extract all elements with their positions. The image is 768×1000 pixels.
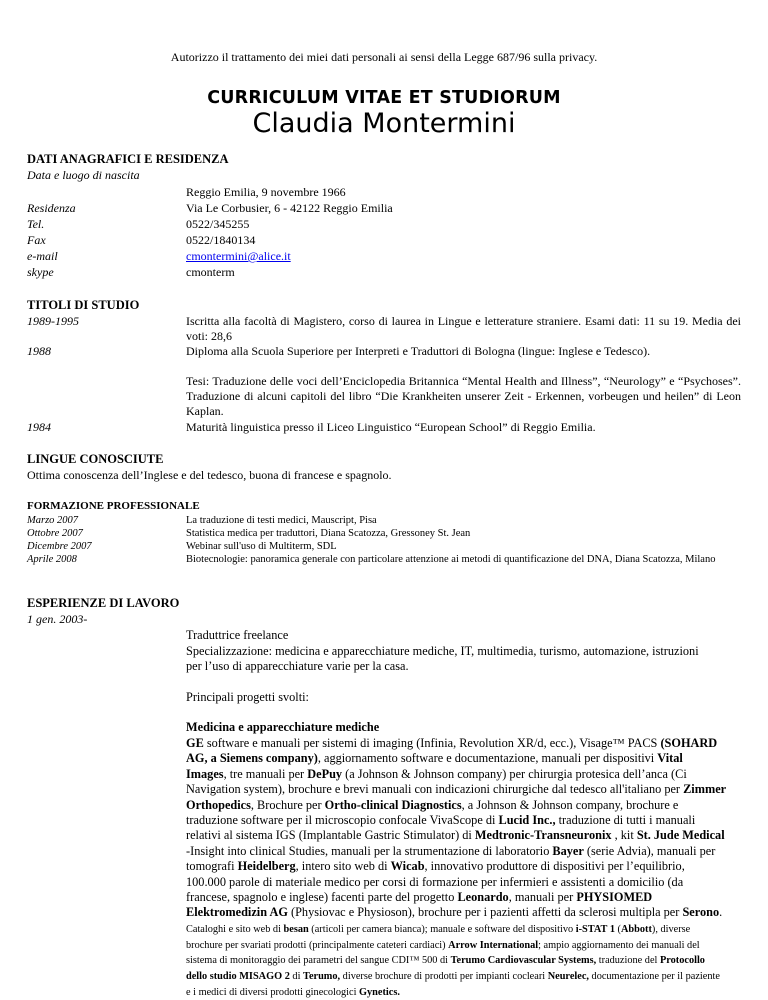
training-date-3: Dicembre 2007	[27, 541, 92, 552]
email-link[interactable]: cmontermini@alice.it	[186, 249, 291, 263]
fax-label: Fax	[27, 233, 46, 247]
training-date-4: Aprile 2008	[27, 554, 77, 565]
residence-value: Via Le Corbusier, 6 - 42122 Reggio Emilia	[186, 201, 393, 215]
study-text-1: Iscritta alla facoltà di Magistero, corso di laurea in Lingue e letterature straniere. Esami dati: 11 su 19. Media dei voti: 28,6	[186, 314, 741, 343]
section-heading-lingue: LINGUE CONOSCIUTE	[27, 452, 164, 466]
section-heading-anagrafici: DATI ANAGRAFICI E RESIDENZA	[27, 152, 229, 166]
study-thesis: Tesi: Traduzione delle voci dell’Enciclopedia Britannica “Mental Health and Illness”, “Neurology” e “Psychoses”. Traduzione di alcuni capitoli del libro “Die Krankheiten unserer Zeit - Erkennen, vorbeugen und heilen” di Leon Kaplan.	[186, 374, 741, 418]
fax-value: 0522/1840134	[186, 233, 256, 247]
skype-value: cmonterm	[186, 265, 235, 279]
study-date-1: 1989-1995	[27, 314, 79, 328]
email-label: e-mail	[27, 249, 58, 263]
document-title: CURRICULUM VITAE ET STUDIORUM	[207, 88, 561, 108]
section-heading-studio: TITOLI DI STUDIO	[27, 298, 140, 312]
medicine-heading: Medicina e apparecchiature mediche	[186, 720, 380, 734]
tel-label: Tel.	[27, 217, 45, 231]
study-date-2: 1988	[27, 344, 51, 358]
training-text-2: Statistica medica per traduttori, Diana Scatozza, Gressoney St. Jean	[186, 528, 471, 539]
training-date-1: Marzo 2007	[27, 515, 79, 526]
work-date: 1 gen. 2003-	[27, 612, 88, 626]
training-text-3: Webinar sull'uso di Multiterm, SDL	[186, 541, 337, 552]
medicine-projects-paragraph: GE software e manuali per sistemi di imaging (Infinia, Revolution XR/d, ecc.), Visage™ PACS (SOHARD AG, a Siemens company), aggiornamento software e documentazione, manuali per dispositivi Vital Images, tre manuali per DePuy (a Johnson & Johnson company) per chirurgia protesica dell’anca (Ci Navigation system), brochure e brevi manuali con indicazioni chirurgiche dal tedesco all'italiano per Zimmer Orthopedics, Brochure per Ortho-clinical Diagnostics, a Johnson & Johnson company, brochure e traduzione software per il microscopio confocale VivaScope di Lucid Inc., traduzione di tutti i manuali relativi al sistema IGS (Implantable Gastric Stimulator) di Medtronic-Transneuronix , kit St. Jude Medical -Insight into clinical Studies, manuali per la strumentazione di laboratorio Bayer (serie Advia), manuali per tomografi Heidelberg, intero sito web di Wicab, innovativo produttore di dispositivi per l’equilibrio, 100.000 parole di materiale medico per corsi di formazione per infermieri e assistenti a domicilio (da francese, spagnolo e inglese) facenti parte del progetto Leonardo, manuali per PHYSIOMED Elektromedizin AG (Physiovac e Physioson), brochure per i pazienti affetti da sclerosi multipla per Serono. Cataloghi e sito web di besan (articoli per camera bianca); manuale e software del dispositivo i-STAT 1 (Abbott), diverse brochure per svariati prodotti (principalmente cateteri cardiaci) Arrow International; ampio aggiornamento dei manuali del sistema di monitoraggio dei parametri del sangue CDI™ 500 di Terumo Cardiovascular Systems, traduzione del Protocollo dello studio MISAGO 2 di Terumo, diverse brochure di prodotti per impianti cocleari Neurelec, documentazione per il paziente e i medici di diversi prodotti ginecologici Gynetics.	[186, 736, 726, 999]
study-date-3: 1984	[27, 420, 51, 434]
birth-label: Data e luogo di nascita	[27, 168, 140, 182]
section-heading-esperienze: ESPERIENZE DI LAVORO	[27, 596, 180, 610]
work-role: Traduttrice freelance	[186, 628, 289, 642]
work-projects-label: Principali progetti svolti:	[186, 690, 309, 704]
person-name: Claudia Montermini	[252, 108, 516, 139]
study-text-2: Diploma alla Scuola Superiore per Interpreti e Traduttori di Bologna (lingue: Inglese e Tedesco).	[186, 344, 651, 358]
study-text-3: Maturità linguistica presso il Liceo Linguistico “European School” di Reggio Emilia.	[186, 420, 596, 434]
training-text-1: La traduzione di testi medici, Mauscript, Pisa	[186, 515, 377, 526]
skype-label: skype	[27, 265, 54, 279]
section-heading-formazione: FORMAZIONE PROFESSIONALE	[27, 500, 200, 512]
privacy-consent: Autorizzo il trattamento dei miei dati personali ai sensi della Legge 687/96 sulla privacy.	[170, 50, 598, 64]
residence-label: Residenza	[27, 201, 76, 215]
training-date-2: Ottobre 2007	[27, 528, 83, 539]
birth-value: Reggio Emilia, 9 novembre 1966	[186, 185, 346, 199]
training-text-4: Biotecnologie: panoramica generale con particolare attenzione ai metodi di quantificazione del DNA, Diana Scatozza, Milano	[186, 554, 716, 565]
tel-value: 0522/345255	[186, 217, 250, 231]
languages-text: Ottima conoscenza dell’Inglese e del tedesco, buona di francese e spagnolo.	[27, 468, 392, 482]
work-specialization: Specializzazione: medicina e apparecchiature mediche, IT, multimedia, turismo, automazione, istruzioni per l’uso di apparecchiature varie per la casa.	[186, 644, 699, 674]
